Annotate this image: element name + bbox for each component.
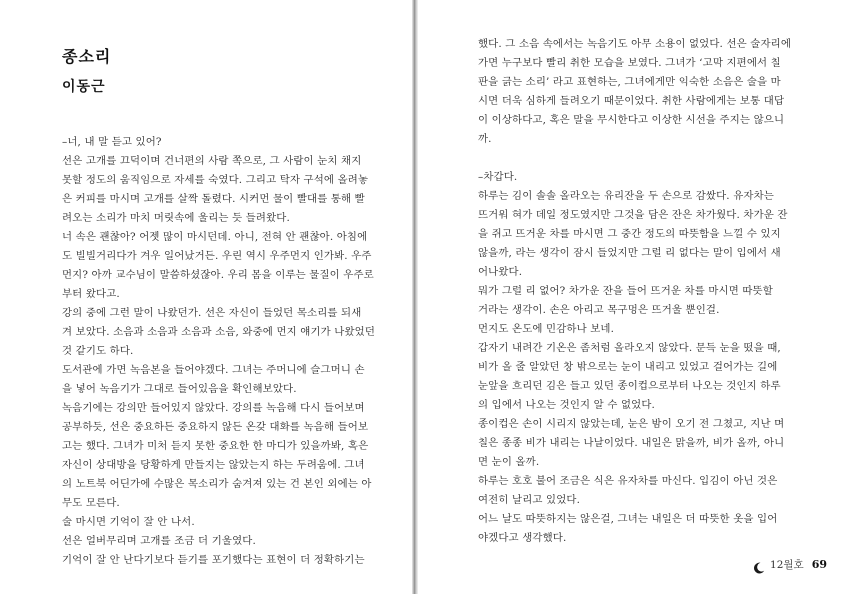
text-line: 야겠다고 생각했다. xyxy=(478,532,567,544)
right-page-body xyxy=(478,35,806,548)
author-name: 이동근 xyxy=(62,79,106,95)
text-line: 않을까, 라는 생각이 잠시 들었지만 그럴 리 없다는 말이 입에서 새 xyxy=(478,247,781,259)
text-line: 뭐가 그럴 리 없어? 차가운 잔을 들어 뜨거운 차를 마시면 따뜻할 xyxy=(478,285,773,297)
text-line: 은 커피를 마시며 고개를 살짝 돌렸다. 시커먼 물이 빨대를 통해 빨 xyxy=(62,193,365,205)
crescent-moon-icon xyxy=(753,559,765,571)
text-line: 갑자기 내려간 기온은 좀처럼 올라오지 않았다. 문득 눈을 떴을 때, xyxy=(478,342,781,354)
text-line: 종이컵은 손이 시리지 않았는데, 눈은 밤이 오기 전 그쳤고, 지난 며 xyxy=(478,418,785,430)
left-page-body xyxy=(62,133,384,570)
text-line: 면 눈이 올까. xyxy=(478,456,540,468)
text-line: 도 빌빌거리다가 겨우 일어났거든. 우린 역시 우주먼지 인가봐. 우주 xyxy=(62,250,372,262)
text-line: 했다. 그 소음 속에서는 녹음기도 아무 소용이 없었다. 선은 술자리에 xyxy=(478,38,792,50)
text-line: 선은 얼버무리며 고개를 조금 더 기울였다. xyxy=(62,535,256,547)
text-line: 술 마시면 기억이 잘 안 나서. xyxy=(62,516,195,528)
text-line: 강의 중에 그런 말이 나왔던가. 선은 자신이 들었던 목소리를 되새 xyxy=(62,307,362,319)
text-line: 여전히 날리고 있었다. xyxy=(478,494,581,506)
text-line: 하루는 호호 불어 조금은 식은 유자차를 마신다. 입김이 아닌 것은 xyxy=(478,475,778,487)
text-line: 뜨거워 혀가 데일 정도였지만 그것을 담은 잔은 차가웠다. 차가운 잔 xyxy=(478,209,788,221)
text-line: 하루는 김이 솔솔 올라오는 유리잔을 두 손으로 감쌌다. 유자차는 xyxy=(478,190,774,202)
text-line xyxy=(478,149,806,168)
text-line: 자신이 상대방을 당황하게 만들지는 않았는지 하는 두려움에. 그녀 xyxy=(62,459,365,471)
text-line: 비가 올 줄 알았던 창 밖으로는 눈이 내리고 있었고 걸어가는 길에 xyxy=(478,361,778,373)
text-line: 선은 고개를 끄덕이며 건너편의 사람 쪽으로, 그 사람이 눈치 채지 xyxy=(62,155,362,167)
text-line: 무도 모른다. xyxy=(62,497,120,509)
text-line: 이 이상하다고, 혹은 말을 무시한다고 이상한 시선을 주지는 않으니 xyxy=(478,114,785,126)
text-line: 공부하듯, 선은 중요하든 중요하지 않든 온갖 대화를 녹음해 들어보 xyxy=(62,421,369,433)
text-line: 겨 보았다. 소음과 소음과 소음과 소음, 와중에 먼지 얘기가 나왔었던 xyxy=(62,326,376,338)
text-line: 거라는 생각이. 손은 아리고 목구멍은 뜨거울 뿐인걸. xyxy=(478,304,720,316)
text-line: 까. xyxy=(478,133,492,145)
text-line: 눈앞을 흐리던 김은 들고 있던 종이컵으로부터 나오는 것인지 하루 xyxy=(478,380,781,392)
text-line: 려오는 소리가 마치 머릿속에 울리는 듯 들려왔다. xyxy=(62,212,290,224)
text-line: 의 노트북 어딘가에 수많은 목소리가 숨겨져 있는 건 본인 외에는 아 xyxy=(62,478,372,490)
text-line: 어나왔다. xyxy=(478,266,523,278)
story-title: 종소리 xyxy=(62,47,112,66)
text-line: 못할 정도의 움직임으로 자세를 숙였다. 그리고 탁자 구석에 올려놓 xyxy=(62,174,369,186)
text-line: 먼지? 아까 교수님이 말씀하셨잖아. 우리 몸을 이루는 물질이 우주로 xyxy=(62,269,374,281)
text-line: –차갑다. xyxy=(478,171,518,183)
text-line: 판을 긁는 소리’ 라고 표현하는, 그녀에게만 익숙한 소음은 술을 마 xyxy=(478,76,781,88)
text-line: 칠은 종종 비가 내리는 나날이었다. 내일은 맑을까, 비가 올까, 아니 xyxy=(478,437,785,449)
page-number: 69 xyxy=(811,558,827,571)
text-line: 을 넣어 녹음기가 그대로 들어있음을 확인해보았다. xyxy=(62,383,297,395)
text-line: 기억이 잘 안 난다기보다 듣기를 포기했다는 표현이 더 정확하기는 xyxy=(62,554,365,566)
text-line: 어느 날도 따뜻하지는 않은걸, 그녀는 내일은 더 따뜻한 옷을 입어 xyxy=(478,513,778,525)
text-line: 것 같기도 하다. xyxy=(62,345,134,357)
text-line: 시면 더욱 심하게 들려오기 때문이었다. 취한 사람에게는 보통 대답 xyxy=(478,95,785,107)
issue-label: 12월호 xyxy=(770,559,804,571)
left-page xyxy=(0,0,414,594)
text-line: 녹음기에는 강의만 들어있지 않았다. 강의를 녹음해 다시 들어보며 xyxy=(62,402,365,414)
text-line: 부터 왔다고. xyxy=(62,288,120,300)
right-page xyxy=(418,0,845,594)
text-line: 너 속은 괜찮아? 어젯 많이 마시던데. 아니, 전혀 안 괜찮아. 아침에 xyxy=(62,231,368,243)
page-footer xyxy=(753,557,827,572)
text-line: 가면 누구보다 빨리 취한 모습을 보였다. 그녀가 ‘고막 지편에서 칠 xyxy=(478,57,781,69)
text-line: 의 입에서 나오는 것인지 알 수 없었다. xyxy=(478,399,655,411)
text-line: 을 쥐고 뜨거운 차를 마시면 그 중간 정도의 따뜻함을 느낄 수 있지 xyxy=(478,228,781,240)
text-line: –너, 내 말 듣고 있어? xyxy=(62,136,162,148)
text-line: 먼지도 온도에 민감하나 보네. xyxy=(478,323,615,335)
text-line: 고는 했다. 그녀가 미처 듣지 못한 중요한 한 마디가 있을까봐, 혹은 xyxy=(62,440,369,452)
text-line: 도서관에 가면 녹음본을 들어야겠다. 그녀는 주머니에 슬그머니 손 xyxy=(62,364,365,376)
